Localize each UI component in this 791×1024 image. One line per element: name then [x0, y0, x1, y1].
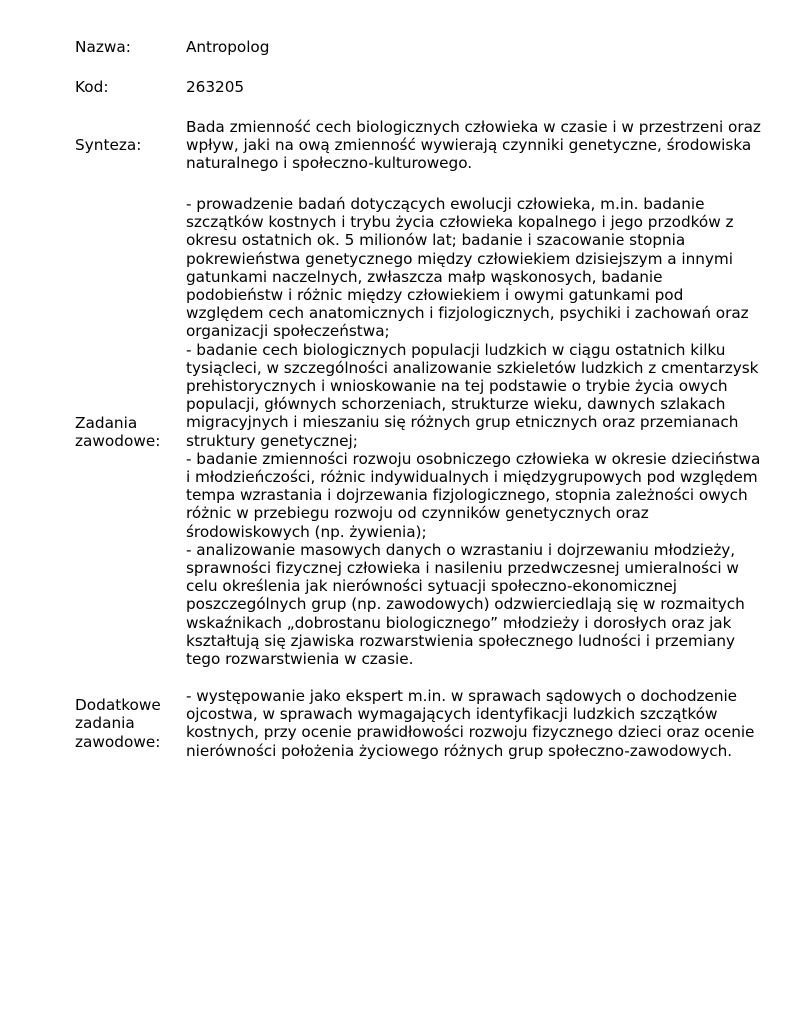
professional-tasks-value: - prowadzenie badań dotyczących ewolucji człowieka, m.in. badanie szczątków kostnych i trybu życia człowieka kopalnego i jego przodków z okresu ostatnich ok. 5 milionów lat; badanie i szacowanie stopnia pokrewieństwa genetycznego między człowiekiem dzisiejszym a innymi gatunkami naczelnych, zwłaszcza małp wąskonosych, badanie podobieństw i różnic między człowiekiem i owymi gatunkami pod względem cech anatomicznych i fizjologicznych, psychiki i zachowań oraz organizacji społeczeństwa; - badanie cech biologicznych populacji ludzkich w ciągu ostatnich kilku tysiącleci, w szczególności analizowanie szkieletów ludzkich z cmentarzysk prehistorycznych i wnioskowanie na tej podstawie o trybie życia owych populacji, głównych schorzeniach, strukturze wieku, dawnych szlakach migracyjnych i mieszaniu się różnych grup etnicznych oraz przemianach struktury genetycznej; - badanie zmienności rozwoju osobniczego człowieka w okresie dzieciństwa i młodzieńczości, różnic indywidualnych i międzygrupowych pod względem tempa wzrastania i dojrzewania fizjologicznego, stopnia zależności owych różnic w przebiegu rozwoju od czynników genetycznych oraz środowiskowych (np. żywienia); - analizowanie masowych danych o wzrastaniu i dojrzewaniu młodzieży, sprawności fizycznej człowieka i nasileniu przedwczesnej umieralności w celu określenia jak nierówności sytuacji społeczno-ekonomicznej poszczególnych grup (np. zawodowych) odzwierciedlają się w rozmaitych wskaźnikach „dobrostanu biologicznego” młodzieży i dorosłych oraz jak kształtują się zjawiska rozwarstwienia społecznego ludności i przemiany tego rozwarstwienia w czasie.	[186, 195, 761, 669]
name-value: Antropolog	[186, 38, 270, 56]
synthesis-row	[75, 118, 765, 173]
name-label: Nazwa:	[75, 38, 131, 56]
additional-tasks-label: Dodatkowe zadania zawodowe:	[75, 696, 161, 751]
synthesis-value: Bada zmienność cech biologicznych człowieka w czasie i w przestrzeni oraz wpływ, jaki na ową zmienność wywierają czynniki genetyczne, środowiska naturalnego i społeczno-kulturowego.	[186, 118, 766, 173]
additional-tasks-value: - występowanie jako ekspert m.in. w sprawach sądowych o dochodzenie ojcostwa, w sprawach wymagających identyfikacji ludzkich szczątków kostnych, przy ocenie prawidłowości rozwoju fizycznego dzieci oraz ocenie nierówności położenia życiowego różnych grup społeczno-zawodowych.	[186, 687, 760, 760]
synthesis-label: Synteza:	[75, 136, 142, 155]
professional-tasks-row	[75, 195, 765, 669]
name-row	[75, 38, 765, 56]
professional-tasks-label: Zadania zawodowe:	[75, 413, 161, 450]
code-value: 263205	[186, 78, 245, 96]
additional-tasks-row	[75, 687, 765, 760]
code-row	[75, 78, 765, 96]
code-label: Kod:	[75, 78, 109, 96]
